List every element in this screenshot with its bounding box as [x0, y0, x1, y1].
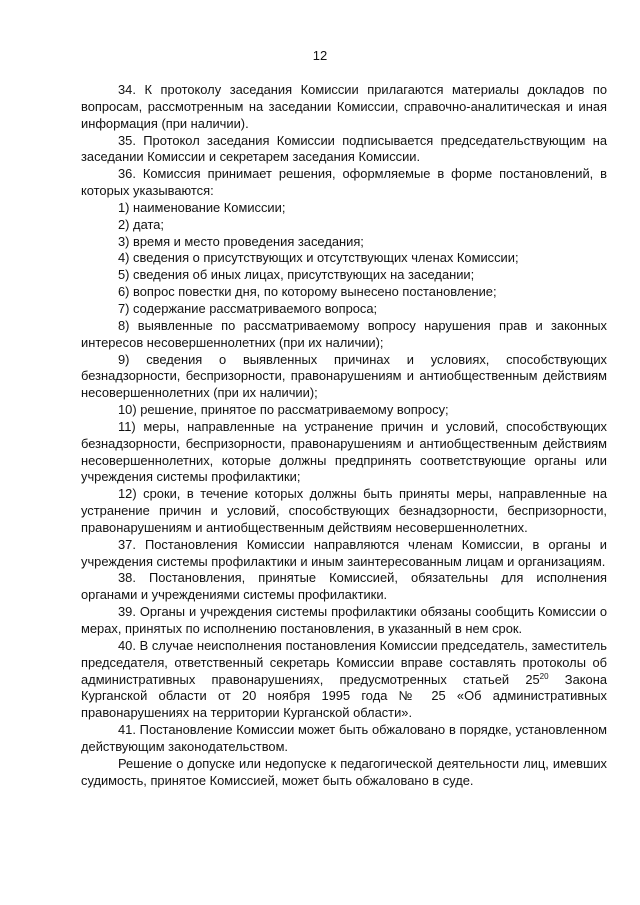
paragraph-39: 39. Органы и учреждения системы профилактики обязаны сообщить Комиссии о мерах, принятых по исполнению постановления, в указанный в нем срок. — [81, 604, 607, 636]
paragraph-37: 37. Постановления Комиссии направляются членам Комиссии, в органы и учреждения системы профилактики и иным заинтересованным лицам и организациям. — [81, 536, 607, 569]
paragraph-36: 36. Комиссия принимает решения, оформляемые в форме постановлений, в которых указываются: — [81, 166, 607, 199]
paragraph-40-text-b: Закона Курганской области от 20 ноября 1995 года № 25 «Об административных правонарушениях на территории Курганской области». — [81, 671, 607, 721]
list-item-4: 4) сведения о присутствующих и отсутствующих членах Комиссии; — [118, 250, 519, 266]
paragraph-34: 34. К протоколу заседания Комиссии прилагаются материалы докладов по вопросам, рассмотренным на заседании Комиссии, справочно-аналитическая и иная информация (при наличии). — [81, 82, 607, 131]
paragraph-final: Решение о допуске или недопуске к педагогической деятельности лиц, имевших судимость, принятое Комиссией, может быть обжаловано в суде. — [81, 755, 607, 788]
list-item-11: 11) меры, направленные на устранение причин и условий, способствующих безнадзорности, беспризорности, правонарушениям и антиобщественным действиям несовершеннолетних, которые должны предпринять соответствующие органы или учреждения системы профилактики; — [81, 418, 607, 485]
paragraph-38: 38. Постановления, принятые Комиссией, обязательны для исполнения органами и учреждениями системы профилактики. — [81, 570, 607, 603]
list-item-9: 9) сведения о выявленных причинах и условиях, способствующих безнадзорности, беспризорности, правонарушениям и антиобщественным действиям несовершеннолетних (при их наличии); — [81, 351, 607, 401]
paragraph-41: 41. Постановление Комиссии может быть обжаловано в порядке, установленном действующим законодательством. — [81, 722, 607, 754]
paragraph-40-text-a: 40. В случае неисполнения постановления Комиссии председатель, заместитель председателя, ответственный секретарь Комиссии вправе составлять протоколы об административных правонарушениях, предусмотренных статьей 25 — [81, 637, 607, 687]
list-item-3: 3) время и место проведения заседания; — [118, 233, 364, 249]
article-superscript: 20 — [539, 671, 549, 681]
paragraph-35: 35. Протокол заседания Комиссии подписывается председательствующим на заседании Комиссии и секретарем заседания Комиссии. — [81, 132, 607, 165]
document-body — [81, 82, 607, 789]
list-item-12: 12) сроки, в течение которых должны быть приняты меры, направленные на устранение причин и условий, способствующих безнадзорности, беспризорности, правонарушениям и антиобщественным действиям несовершеннолетних. — [81, 486, 607, 535]
list-item-10: 10) решение, принятое по рассматриваемому вопросу; — [118, 402, 449, 418]
list-item-2: 2) дата; — [118, 216, 164, 232]
page-number: 12 — [312, 48, 328, 63]
list-item-5: 5) сведения об иных лицах, присутствующих на заседании; — [118, 267, 475, 283]
list-item-8: 8) выявленные по рассматриваемому вопросу нарушения прав и законных интересов несовершеннолетних (при их наличии); — [81, 317, 607, 350]
list-item-1: 1) наименование Комиссии; — [118, 199, 286, 215]
paragraph-40 — [81, 638, 607, 722]
list-item-6: 6) вопрос повестки дня, по которому вынесено постановление; — [118, 284, 497, 300]
list-item-7: 7) содержание рассматриваемого вопроса; — [118, 300, 378, 316]
